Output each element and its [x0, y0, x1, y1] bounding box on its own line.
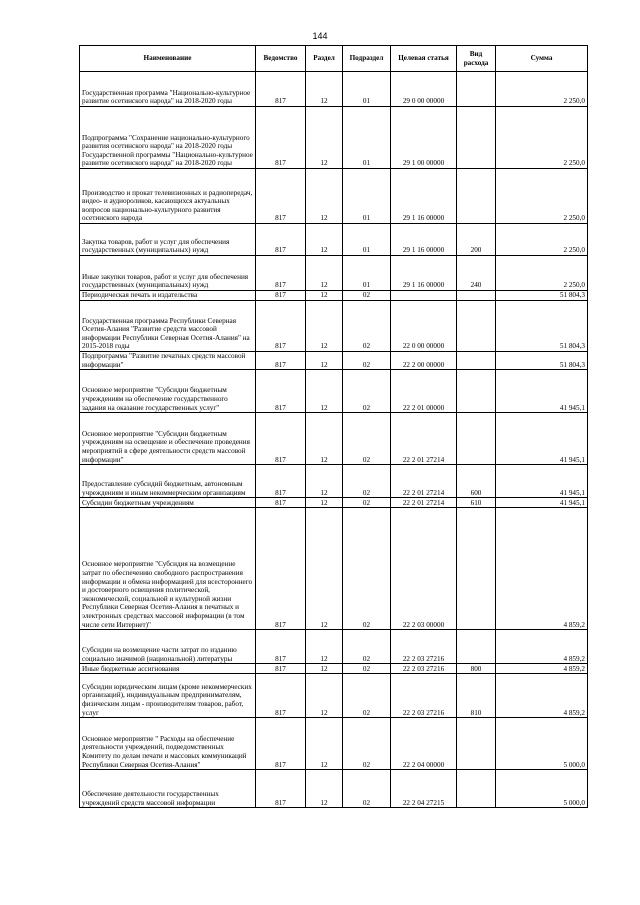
header-dept: Ведомство	[256, 46, 306, 72]
row-subsection: 01	[343, 72, 391, 107]
row-sum: 51 804,3	[496, 301, 588, 352]
row-target: 22 2 01 00000	[391, 370, 457, 413]
table-row	[80, 413, 588, 465]
row-section: 12	[306, 256, 343, 291]
table-row	[80, 465, 588, 498]
row-sum: 5 000,0	[496, 770, 588, 808]
row-name: Производство и прокат телевизионных и радиопередач, видео- и аудиороликов, касающихся актуальных вопросов национально-культурного развития осетинского народа	[80, 169, 256, 224]
row-name: Закупка товаров, работ и услуг для обеспечения государственных (муниципальных) нужд	[80, 224, 256, 256]
row-type: 600	[457, 465, 496, 498]
row-type	[457, 370, 496, 413]
row-sum: 4 859,2	[496, 664, 588, 674]
row-dept: 817	[256, 664, 306, 674]
row-subsection: 02	[343, 370, 391, 413]
row-type: 610	[457, 498, 496, 508]
row-sum: 2 250,0	[496, 224, 588, 256]
table-row	[80, 370, 588, 413]
row-section: 12	[306, 674, 343, 718]
header-subsection: Подраздел	[343, 46, 391, 72]
row-section: 12	[306, 770, 343, 808]
row-sum: 41 945,1	[496, 465, 588, 498]
row-name: Государственная программа "Национально-культурное развитие осетинского народа" на 2018-2020 годы	[80, 72, 256, 107]
header-target: Целевая статья	[391, 46, 457, 72]
row-target: 29 0 00 00000	[391, 72, 457, 107]
row-type: 810	[457, 674, 496, 718]
row-sum: 5 000,0	[496, 718, 588, 770]
row-dept: 817	[256, 169, 306, 224]
row-subsection: 01	[343, 169, 391, 224]
row-type	[457, 107, 496, 169]
row-section: 12	[306, 107, 343, 169]
row-dept: 817	[256, 107, 306, 169]
row-dept: 817	[256, 508, 306, 630]
row-section: 12	[306, 413, 343, 465]
row-target: 22 2 04 27215	[391, 770, 457, 808]
row-sum: 4 859,2	[496, 674, 588, 718]
row-sum: 51 804,3	[496, 352, 588, 370]
row-target: 22 2 03 27216	[391, 674, 457, 718]
row-target: 22 2 04 00000	[391, 718, 457, 770]
row-sum: 41 945,1	[496, 498, 588, 508]
row-type	[457, 301, 496, 352]
row-target: 22 2 01 27214	[391, 498, 457, 508]
row-subsection: 02	[343, 630, 391, 664]
table-row	[80, 508, 588, 630]
row-section: 12	[306, 291, 343, 301]
row-target: 22 2 01 27214	[391, 465, 457, 498]
row-type	[457, 770, 496, 808]
row-target: 22 2 03 00000	[391, 508, 457, 630]
table-row	[80, 169, 588, 224]
row-sum: 2 250,0	[496, 107, 588, 169]
row-target	[391, 291, 457, 301]
header-sum: Сумма	[496, 46, 588, 72]
row-subsection: 02	[343, 352, 391, 370]
row-target: 29 1 16 00000	[391, 256, 457, 291]
row-section: 12	[306, 630, 343, 664]
row-subsection: 02	[343, 770, 391, 808]
row-subsection: 02	[343, 465, 391, 498]
row-dept: 817	[256, 370, 306, 413]
row-type	[457, 630, 496, 664]
header-type: Вид расхода	[457, 46, 496, 72]
row-target: 22 2 03 27216	[391, 630, 457, 664]
row-subsection: 02	[343, 664, 391, 674]
row-subsection: 02	[343, 301, 391, 352]
row-type	[457, 508, 496, 630]
row-name: Основное мероприятие "Субсидии бюджетным учреждениям на освещение и обеспечение проведения мероприятий в сфере деятельности средств массовой информации"	[80, 413, 256, 465]
table-row	[80, 674, 588, 718]
row-sum: 41 945,1	[496, 413, 588, 465]
table-row	[80, 352, 588, 370]
row-dept: 817	[256, 465, 306, 498]
row-dept: 817	[256, 498, 306, 508]
row-name: Основное мероприятие " Расходы на обеспечение деятельности учреждений, подведомственных Комитету по делам печати и массовых коммуникаций Республики Северная Осетия-Алания"	[80, 718, 256, 770]
row-dept: 817	[256, 291, 306, 301]
row-section: 12	[306, 72, 343, 107]
row-sum: 4 859,2	[496, 508, 588, 630]
header-section: Раздел	[306, 46, 343, 72]
row-subsection: 02	[343, 674, 391, 718]
row-sum: 2 250,0	[496, 256, 588, 291]
row-subsection: 01	[343, 256, 391, 291]
row-name: Иные закупки товаров, работ и услуг для обеспечения государственных (муниципальных) нужд	[80, 256, 256, 291]
row-target: 22 0 00 00000	[391, 301, 457, 352]
row-type	[457, 413, 496, 465]
row-section: 12	[306, 352, 343, 370]
row-subsection: 01	[343, 224, 391, 256]
table-row	[80, 72, 588, 107]
table-row	[80, 224, 588, 256]
row-section: 12	[306, 508, 343, 630]
table-body	[80, 72, 588, 808]
row-section: 12	[306, 465, 343, 498]
table-row	[80, 301, 588, 352]
row-type: 240	[457, 256, 496, 291]
row-dept: 817	[256, 224, 306, 256]
row-dept: 817	[256, 674, 306, 718]
table-row	[80, 291, 588, 301]
row-section: 12	[306, 224, 343, 256]
row-target: 22 2 01 27214	[391, 413, 457, 465]
row-type	[457, 72, 496, 107]
row-name: Подпрограмма "Развитие печатных средств массовой информации"	[80, 352, 256, 370]
page-number: 144	[312, 31, 328, 41]
row-dept: 817	[256, 413, 306, 465]
row-sum: 4 859,2	[496, 630, 588, 664]
row-name: Иные бюджетные ассигнования	[80, 664, 256, 674]
row-target: 29 1 00 00000	[391, 107, 457, 169]
row-name: Подпрограмма "Сохранение национально-культурного развития осетинского народа" на 2018-2020 годы Государственной программы "Национально-культурное развитие осетинского народа" на 2018-2020 годы	[80, 107, 256, 169]
row-target: 22 2 03 27216	[391, 664, 457, 674]
table-row	[80, 664, 588, 674]
row-name: Периодическая печать и издательства	[80, 291, 256, 301]
row-target: 29 1 16 00000	[391, 169, 457, 224]
table-row	[80, 107, 588, 169]
row-type: 200	[457, 224, 496, 256]
table-row	[80, 498, 588, 508]
row-dept: 817	[256, 352, 306, 370]
row-dept: 817	[256, 718, 306, 770]
row-section: 12	[306, 370, 343, 413]
row-dept: 817	[256, 770, 306, 808]
row-subsection: 02	[343, 291, 391, 301]
row-type	[457, 352, 496, 370]
table-row	[80, 770, 588, 808]
row-type	[457, 291, 496, 301]
row-name: Государственная программа Республики Северная Осетия-Алания "Развитие средств массовой информации Республики Северная Осетия-Алания" на 2015-2018 годы	[80, 301, 256, 352]
table-row	[80, 256, 588, 291]
row-name: Субсидии юридическим лицам (кроме некоммерческих организаций), индивидуальным предпринимателям, физическим лицам - производителям товаров, работ, услуг	[80, 674, 256, 718]
row-section: 12	[306, 718, 343, 770]
row-name: Предоставление субсидий бюджетным, автономным учреждениям и иным некоммерческим организациям	[80, 465, 256, 498]
row-target: 22 2 00 00000	[391, 352, 457, 370]
row-section: 12	[306, 664, 343, 674]
row-sum: 41 945,1	[496, 370, 588, 413]
row-dept: 817	[256, 301, 306, 352]
header-name: Наименование	[80, 46, 256, 72]
row-dept: 817	[256, 72, 306, 107]
row-type	[457, 169, 496, 224]
row-name: Обеспечение деятельности государственных учреждений средств массовой информации	[80, 770, 256, 808]
row-section: 12	[306, 498, 343, 508]
table-header-row	[80, 46, 588, 72]
table-row	[80, 630, 588, 664]
row-sum: 2 250,0	[496, 169, 588, 224]
row-name: Субсидии на возмещение части затрат по изданию социально значимой (национальной) литературы	[80, 630, 256, 664]
row-subsection: 02	[343, 718, 391, 770]
row-subsection: 02	[343, 498, 391, 508]
row-subsection: 02	[343, 413, 391, 465]
row-type: 800	[457, 664, 496, 674]
row-subsection: 02	[343, 508, 391, 630]
row-name: Основное мероприятие "Субсидии бюджетным учреждениям на обеспечение государственного задания на оказание государственных услуг"	[80, 370, 256, 413]
row-name: Основное мероприятие "Субсидия на возмещение затрат по обеспечению свободного распространения информации и обмена информацией для всестороннего и достоверного освещения политической, экономической, социальной и культурной жизни Республики Северная Осетия-Алания в печатных и электронных средствах массовой информации (в том числе сети Интернет)"	[80, 508, 256, 630]
row-section: 12	[306, 301, 343, 352]
row-target: 29 1 16 00000	[391, 224, 457, 256]
row-dept: 817	[256, 256, 306, 291]
row-dept: 817	[256, 630, 306, 664]
row-subsection: 01	[343, 107, 391, 169]
table-row	[80, 718, 588, 770]
budget-table	[79, 45, 588, 808]
row-type	[457, 718, 496, 770]
row-name: Субсидии бюджетным учреждениям	[80, 498, 256, 508]
row-section: 12	[306, 169, 343, 224]
row-sum: 2 250,0	[496, 72, 588, 107]
row-sum: 51 804,3	[496, 291, 588, 301]
